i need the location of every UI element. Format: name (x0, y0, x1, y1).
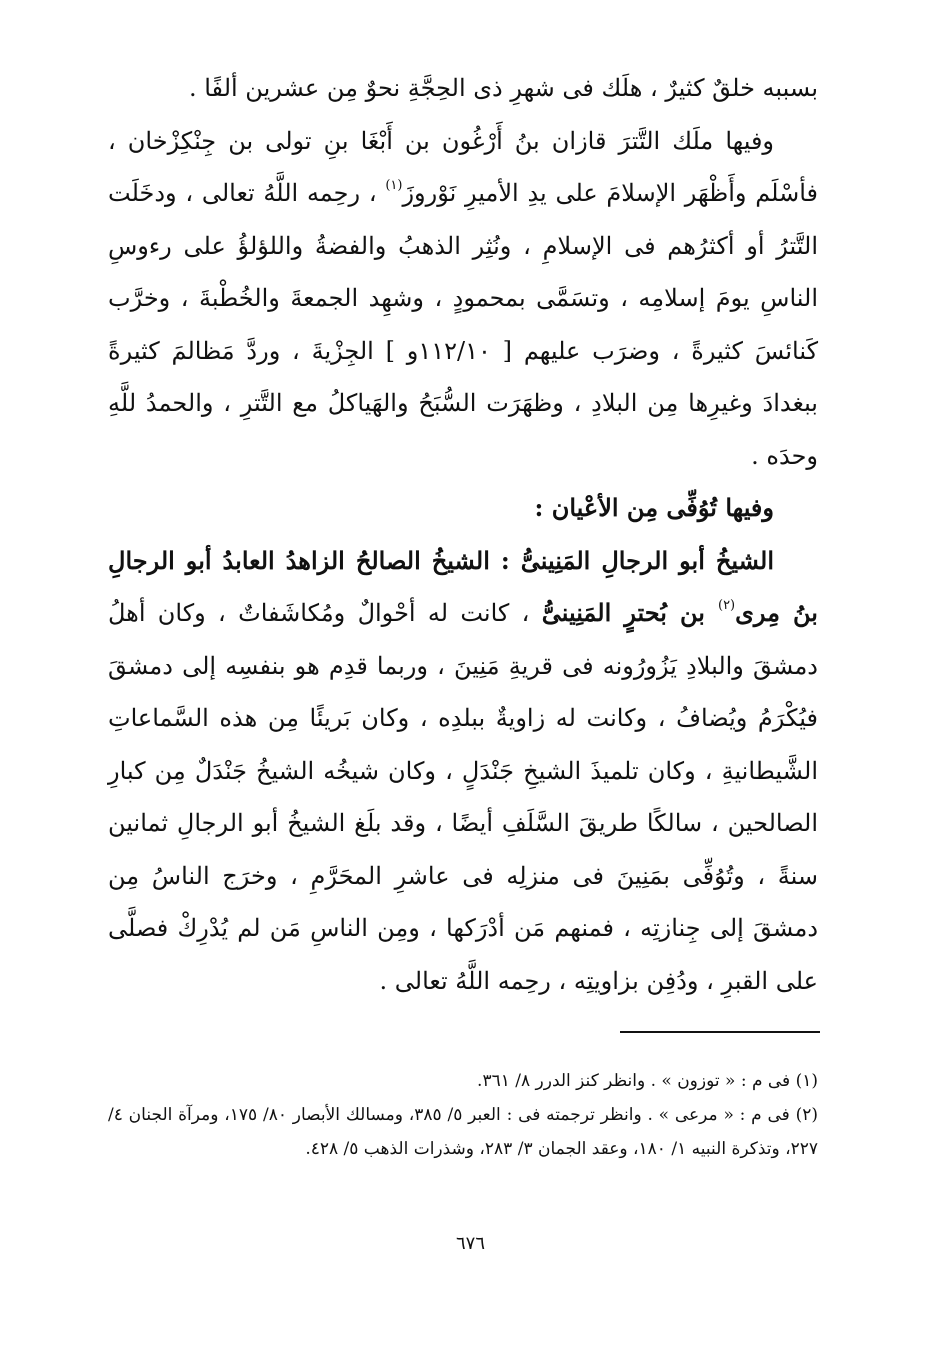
ghazan-text-start: وفيها ملَك التَّترَ قازان بنُ أَرْغُون بن أَبْغَا بنِ تولى بن جِنْكِزْخان ، فأسْلَم وأَظْهَر الإسلامَ على يدِ الأميرِ نَوْروزَ (108, 126, 818, 207)
entry-title-start: الشيخُ أبو الرجالِ المَنِينىُّ : الشيخُ الصالحُ الزاهدُ العابدُ أبو الرجالِ بنُ مِرى (108, 545, 818, 627)
paragraph-abu-al-rijal (108, 535, 818, 1008)
footnote-1: (١) فى م : « توزون » . وانظر كنز الدرر ٨/ ٣٦١. (477, 1071, 818, 1091)
paragraph-ghazan (108, 115, 818, 483)
entry-title-end: بن بُحترٍ المَنِينىُّ (541, 598, 718, 627)
footnote-ref-2[interactable]: (٢) (717, 598, 736, 613)
main-text (108, 62, 818, 1007)
footnote-ref-1[interactable]: (١) (385, 178, 403, 193)
entry-body-text: ، كانت له أحْوالٌ ومُكاشَفاتٌ ، وكان أهلُ دمشقَ والبلادِ يَزُورُونه فى قريةِ مَنِينَ ، وربما قدِم هو بنفسِه إلى دمشقَ فيُكْرَمُ ويُضافُ ، وكانت له زاويةٌ ببلدِه ، وكان بَريئًا مِن هذه السَّماعاتِ الشَّيطانيةِ ، وكان تلميذَ الشيخِ جَنْدَلٍ ، وكان شيخُه الشيخُ جَنْدَلٌ مِن كبارِ الصالحين ، سالكًا طريقَ السَّلَفِ أيضًا ، وقد بلَغ الشيخُ أبو الرجالِ ثمانين سنةً ، وتُوُفِّى بمَنِينَ فى منزلِه فى عاشرِ المحَرَّمِ ، وخرَج الناسُ مِن دمشقَ إلى جِنازتِه ، فمنهم مَن أدْرَكها ، ومِن الناسِ مَن لم يُدْرِكْ فصلَّى على القبرِ ، ودُفِن بزاويتِه ، رحِمه اللَّهُ تعالى . (108, 599, 818, 995)
section-heading: وفيها تُوُفِّى مِن الأعْيان : (534, 493, 774, 522)
footnote-2: (٢) فى م : « مرعى » . وانظر ترجمته فى : العبر ٥/ ٣٨٥، ومسالك الأبصار ٨٠/ ١٧٥، ومرآة الجنان ٤/ ٢٢٧، وتذكرة النبيه ١/ ١٨٠، وعقد الجمان ٣/ ٢٨٣، وشذرات الذهب ٥/ ٤٢٨. (108, 1105, 818, 1159)
continuation-text: بسببه خلقٌ كثيرٌ ، هلَك فى شهرِ ذى الحِجَّةِ نحوٌ مِن عشرين ألفًا . (188, 74, 818, 102)
page-number: ٦٧٦ (455, 1233, 485, 1254)
footnotes-section (108, 1064, 818, 1166)
ghazan-text-end: ، رحِمه اللَّهُ تعالى ، ودخَلَت التَّترُ أو أكثرُهم فى الإسلامِ ، ونُثِر الذهبُ والفضةُ واللؤلؤُ على رءوسِ الناسِ يومَ إسلامِه ، وتسَمَّى بمحمودٍ ، وشهِد الجمعةَ والخُطْبةَ ، وخرَّب كَنائسَ كثيرةً ، وضرَب عليهم [ ١١٢/١٠و ] الجِزْيةَ ، وردَّ مَظالمَ كثيرةً ببغدادَ وغيرِها مِن البلادِ ، وظهَرَت السُّبَحُ والهَياكلُ مع التَّترِ ، والحمدُ للَّهِ وحدَه . (108, 179, 819, 470)
paragraph-continuation (108, 62, 818, 115)
footnote-divider (620, 1031, 820, 1033)
